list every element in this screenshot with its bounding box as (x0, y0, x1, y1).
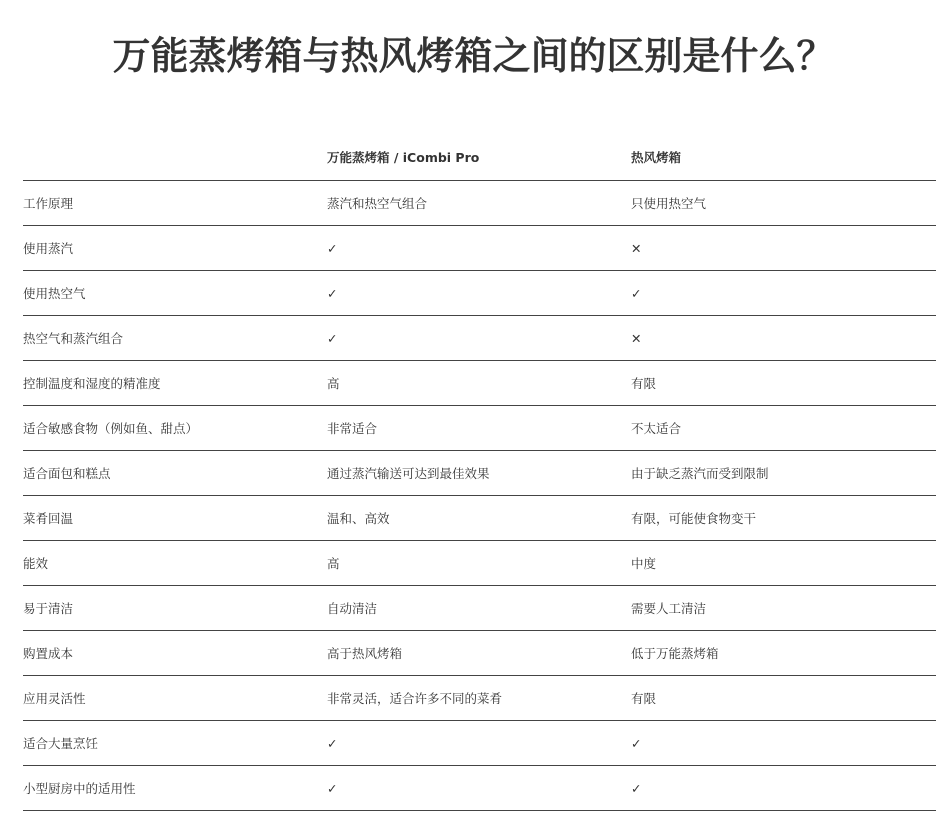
row-label: 能效 (23, 556, 49, 571)
table-row (23, 361, 936, 406)
combi-oven-value: ✓ (327, 735, 338, 751)
convection-oven-value: ✓ (631, 780, 642, 796)
combi-oven-value: ✓ (327, 240, 338, 256)
convection-oven-value: 不太适合 (631, 421, 682, 436)
combi-oven-value: ✓ (327, 780, 338, 796)
row-label: 工作原理 (23, 196, 74, 211)
table-row (23, 586, 936, 631)
table-row (23, 316, 936, 361)
convection-oven-value: ✓ (631, 735, 642, 751)
table-row (23, 766, 936, 811)
convection-oven-value: 由于缺乏蒸汽而受到限制 (631, 466, 769, 481)
header-cell-combi-oven: 万能蒸烤箱 / iCombi Pro (327, 150, 480, 165)
combi-oven-value: 高 (327, 376, 340, 391)
row-label: 小型厨房中的适用性 (23, 781, 136, 796)
combi-oven-value: 温和、高效 (327, 511, 390, 526)
combi-oven-value: 非常适合 (327, 421, 378, 436)
convection-oven-value: 中度 (631, 556, 657, 571)
convection-oven-value: ✓ (631, 285, 642, 301)
convection-oven-value: 有限 (631, 376, 657, 391)
table-row (23, 631, 936, 676)
convection-oven-value: 需要人工清洁 (631, 601, 707, 616)
combi-oven-value: ✓ (327, 330, 338, 346)
combi-oven-value: 蒸汽和热空气组合 (327, 196, 428, 211)
row-label: 使用蒸汽 (23, 241, 74, 256)
page-title: 万能蒸烤箱与热风烤箱之间的区别是什么？ (112, 34, 835, 78)
comparison-table (23, 134, 936, 811)
table-row (23, 271, 936, 316)
row-label: 适合大量烹饪 (23, 736, 99, 751)
table-body (23, 181, 936, 811)
row-label: 购置成本 (23, 646, 74, 661)
header-cell-convection-oven: 热风烤箱 (631, 150, 682, 165)
table-row (23, 496, 936, 541)
row-label: 使用热空气 (23, 286, 86, 301)
combi-oven-value: 自动清洁 (327, 601, 378, 616)
table-row (23, 676, 936, 721)
convection-oven-value: 有限，可能使食物变干 (631, 511, 757, 526)
table-row (23, 541, 936, 586)
row-label: 应用灵活性 (23, 691, 86, 706)
combi-oven-value: ✓ (327, 285, 338, 301)
table-row (23, 406, 936, 451)
row-label: 易于清洁 (23, 601, 74, 616)
convection-oven-value: 有限 (631, 691, 657, 706)
table-header-row (23, 134, 936, 181)
table-row (23, 451, 936, 496)
row-label: 控制温度和湿度的精准度 (23, 376, 161, 391)
combi-oven-value: 高于热风烤箱 (327, 646, 403, 661)
header-cell-feature (23, 134, 323, 180)
table-row (23, 226, 936, 271)
combi-oven-value: 非常灵活，适合许多不同的菜肴 (327, 691, 503, 706)
combi-oven-value: 高 (327, 556, 340, 571)
convection-oven-value: ✕ (631, 330, 642, 346)
table-row (23, 721, 936, 766)
row-label: 菜肴回温 (23, 511, 74, 526)
row-label: 适合面包和糕点 (23, 466, 111, 481)
row-label: 热空气和蒸汽组合 (23, 331, 124, 346)
combi-oven-value: 通过蒸汽输送可达到最佳效果 (327, 466, 490, 481)
table-row (23, 181, 936, 226)
convection-oven-value: 只使用热空气 (631, 196, 707, 211)
convection-oven-value: 低于万能蒸烤箱 (631, 646, 719, 661)
row-label: 适合敏感食物（例如鱼、甜点） (23, 421, 199, 436)
convection-oven-value: ✕ (631, 240, 642, 256)
